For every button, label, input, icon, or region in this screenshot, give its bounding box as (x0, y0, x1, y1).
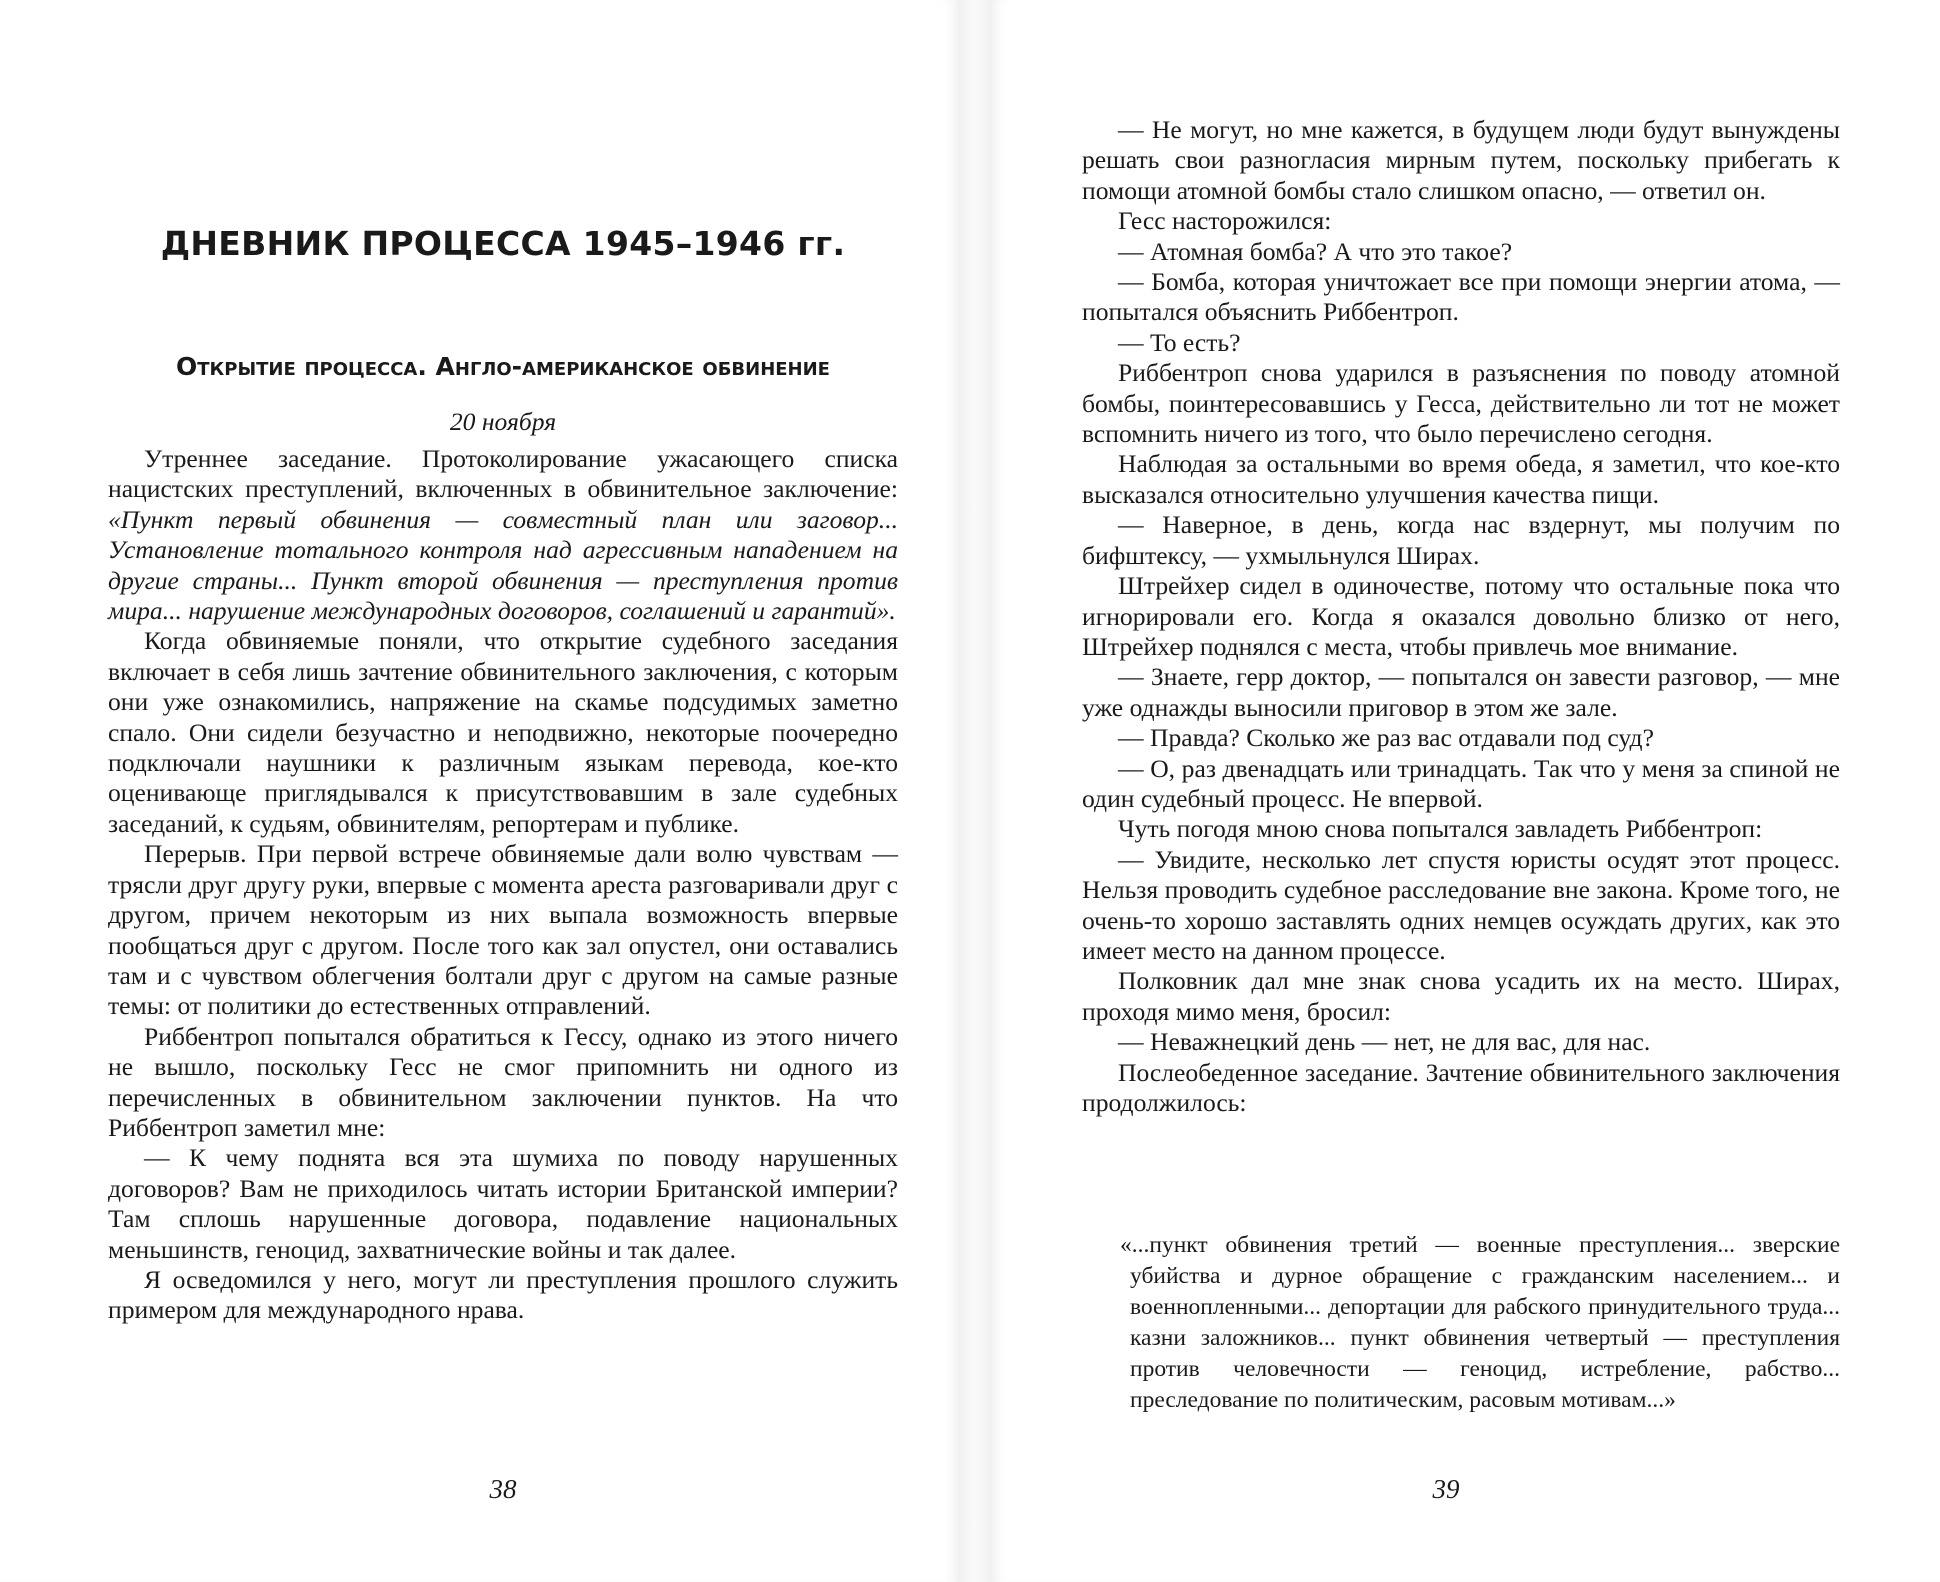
indictment-block-quote (1120, 1230, 1840, 1416)
paragraph: Послеобеденное заседание. Зачтение обвинительного заключения продолжилось: (1082, 1057, 1840, 1117)
paragraph: Риббентроп попытался обратиться к Гессу, однако из этого ничего не вышло, поскольку Гесс не смог припомнить ни одного из перечисленных в обвинительном заключении пунктов. На что Риббентроп заметил мне: (108, 1021, 898, 1142)
paragraph: Риббентроп снова ударился в разъяснения по поводу атомной бомбы, поинтересовавшись у Гесса, действительно ли тот не может вспомнить ничего из того, что было перечислено сегодня. (1082, 358, 1840, 449)
paragraph: — Бомба, которая уничтожает все при помощи энергии атома, — попытался объяснить Риббентроп. (1082, 267, 1840, 327)
paragraph: Наблюдая за остальными во время обеда, я заметил, что кое-кто высказался относительно улучшения качества пищи. (1082, 449, 1840, 509)
paragraph: — О, раз двенадцать или тринадцать. Так что у меня за спиной не один судебный процесс. Не впервой. (1082, 753, 1840, 813)
right-page (990, 0, 1940, 1582)
paragraph: — Правда? Сколько же раз вас отдавали под суд? (1118, 723, 1654, 753)
indictment-quote: «Пункт первый обвинения — совместный план или заговор... Установление тотального контроля над агрессивным нападением на другие страны... Пункт второй обвинения — преступления против мира... нарушение международных договоров, соглашений и гарантий». (108, 504, 898, 626)
paragraph: Чуть погодя мною снова попытался завладеть Риббентроп: (1118, 814, 1763, 844)
date-heading: 20 ноября (449, 407, 557, 436)
page-number-left: 38 (489, 1474, 517, 1504)
paragraph: — Атомная бомба? А что это такое? (1118, 236, 1513, 266)
paragraph: Гесс насторожился: (1118, 206, 1332, 236)
book-gutter (960, 0, 990, 1582)
right-body-text (1082, 115, 1840, 1118)
page-number-right: 39 (1432, 1474, 1460, 1504)
paragraph: Перерыв. При первой встрече обвиняемые дали волю чувствам — трясли друг другу руки, впервые с момента ареста разговаривали друг с другом, причем некоторым из них выпала возможность впервые пообщаться друг с другом. После того как зал опустел, они оставались там и с чувством облегчения болтали друг с другом на самые разные темы: от политики до естественных отправлений. (108, 839, 898, 1021)
paragraph: Штрейхер сидел в одиночестве, потому что остальные пока что игнорировали его. Когда я оказался довольно близко от него, Штрейхер поднялся с места, чтобы привлечь мое внимание. (1082, 571, 1840, 661)
paragraph: — Увидите, несколько лет спустя юристы осудят этот процесс. Нельзя проводить судебное расследование вне закона. Кроме того, не очень-то хорошо заставлять одних немцев осуждать других, как это имеет место на данном процессе. (1082, 844, 1840, 965)
paragraph (108, 444, 898, 626)
left-page (0, 0, 960, 1582)
paragraph: — Неважнецкий день — нет, не для вас, для нас. (1118, 1027, 1651, 1057)
left-body-text (108, 444, 898, 1326)
paragraph: Когда обвиняемые поняли, что открытие судебного заседания включает в себя лишь зачтение обвинительного заключения, с которым они уже ознакомились, напряжение на скамье подсудимых заметно спало. Они сидели безучастно и неподвижно, некоторые поочередно подключали наушники к различным языкам перевода, кое-кто оценивающе приглядывался к присутствовавшим в зале судебных заседаний, к судьям, обвинителям, репортерам и публике. (108, 626, 898, 838)
quote-text: «...пункт обвинения третий — военные преступления... зверские убийства и дурное обращение с гражданским населением... и военнопленными... депортации для рабского принудительного труда... казни заложников... пункт обвинения четвертый — преступления против человечности — геноцид, истребление, рабство... преследование по политическим, расовым мотивам...» (1120, 1232, 1840, 1413)
paragraph: Я осведомился у него, могут ли преступления прошлого служить примером для международного нрава. (108, 1264, 898, 1325)
section-title: Открытие процесса. Англо-американское обвинение (176, 352, 830, 381)
paragraph-text: Утреннее заседание. Протоколирование ужасающего списка нацистских преступлений, включенных в обвинительное заключение: (108, 444, 898, 504)
paragraph: — Знаете, герр доктор, — попытался он завести разговор, — мне уже однажды выносили приговор в этом же зале. (1082, 662, 1840, 722)
paragraph: — Не могут, но мне кажется, в будущем люди будут вынуждены решать свои разногласия мирным путем, поскольку прибегать к помощи атомной бомбы стало слишком опасно, — ответил он. (1082, 115, 1840, 205)
paragraph: — К чему поднята вся эта шумиха по поводу нарушенных договоров? Вам не приходилось читать истории Британской империи? Там сплошь нарушенные договора, подавление национальных меньшинств, геноцид, захватнические войны и так далее. (108, 1143, 898, 1264)
paragraph: Полковник дал мне знак снова усадить их на место. Ширах, проходя мимо меня, бросил: (1082, 966, 1840, 1026)
paragraph: — Наверное, в день, когда нас вздернут, мы получим по бифштексу, — ухмыльнулся Ширах. (1082, 510, 1840, 570)
chapter-title: ДНЕВНИК ПРОЦЕССА 1945–1946 гг. (160, 224, 846, 263)
paragraph: — То есть? (1118, 327, 1241, 357)
